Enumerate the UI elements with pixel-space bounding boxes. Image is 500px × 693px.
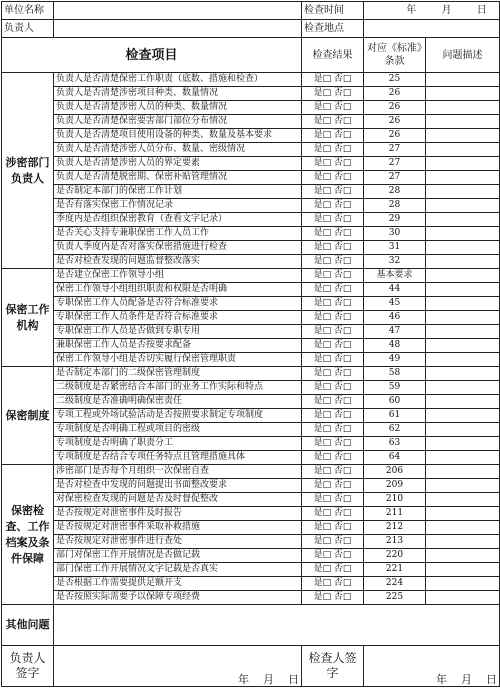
check-item: 是否对检查发现的问题监督整改落实 <box>54 255 302 269</box>
sign-left-field[interactable] <box>54 646 302 687</box>
result-checkbox[interactable]: 是□ 否□ <box>302 507 364 521</box>
clause-number: 60 <box>364 395 426 409</box>
check-item: 负责人是否清楚涉密人员的种类、数量情况 <box>54 101 302 115</box>
result-checkbox[interactable]: 是□ 否□ <box>302 535 364 549</box>
column-item: 检查项目 <box>2 38 302 73</box>
problem-description[interactable] <box>426 437 500 451</box>
sign-right-field[interactable] <box>364 646 500 687</box>
check-item: 专项制度是否明确工程或项目的密级 <box>54 423 302 437</box>
result-checkbox[interactable]: 是□ 否□ <box>302 87 364 101</box>
problem-description[interactable] <box>426 241 500 255</box>
clause-number: 63 <box>364 437 426 451</box>
clause-number: 基本要求 <box>364 269 426 283</box>
unit-value[interactable] <box>54 2 302 20</box>
sign-left-month: 月 <box>263 673 274 686</box>
problem-description[interactable] <box>426 227 500 241</box>
result-checkbox[interactable]: 是□ 否□ <box>302 325 364 339</box>
check-item: 负责人季度内是否对落实保密措施进行检查 <box>54 241 302 255</box>
result-checkbox[interactable]: 是□ 否□ <box>302 157 364 171</box>
clause-number: 211 <box>364 507 426 521</box>
clause-number: 26 <box>364 101 426 115</box>
problem-description[interactable] <box>426 115 500 129</box>
check-item: 是否有落实保密工作情况记录 <box>54 199 302 213</box>
table-row <box>2 283 500 297</box>
table-row <box>2 185 500 199</box>
problem-description[interactable] <box>426 353 500 367</box>
check-item: 专项工程或外场试验活动是否按照要求制定专项制度 <box>54 409 302 423</box>
header-row-2 <box>2 20 500 38</box>
clause-number: 26 <box>364 129 426 143</box>
problem-description[interactable] <box>426 367 500 381</box>
clause-number: 64 <box>364 451 426 465</box>
section-category: 保密工作机构 <box>2 269 54 367</box>
result-checkbox[interactable]: 是□ 否□ <box>302 493 364 507</box>
problem-description[interactable] <box>426 465 500 479</box>
check-item: 负责人是否清楚涉密人员分布、数量、密级情况 <box>54 143 302 157</box>
unit-label: 单位名称 <box>2 2 54 20</box>
problem-description[interactable] <box>426 535 500 549</box>
clause-number: 209 <box>364 479 426 493</box>
sign-left-year: 年 <box>238 673 249 686</box>
problem-description[interactable] <box>426 73 500 87</box>
result-checkbox[interactable]: 是□ 否□ <box>302 73 364 87</box>
problem-description[interactable] <box>426 297 500 311</box>
clause-number: 26 <box>364 115 426 129</box>
clause-number: 224 <box>364 577 426 591</box>
other-problems-row <box>2 605 500 646</box>
table-row <box>2 521 500 535</box>
result-checkbox[interactable]: 是□ 否□ <box>302 381 364 395</box>
problem-description[interactable] <box>426 577 500 591</box>
table-row <box>2 339 500 353</box>
result-checkbox[interactable]: 是□ 否□ <box>302 227 364 241</box>
table-row <box>2 395 500 409</box>
problem-description[interactable] <box>426 591 500 605</box>
sign-right-month: 月 <box>461 673 472 686</box>
clause-number: 61 <box>364 409 426 423</box>
table-row <box>2 157 500 171</box>
column-clause: 对应《标准》条款 <box>364 38 426 73</box>
table-row <box>2 353 500 367</box>
check-item: 专职保密工作人员是否做到专职专用 <box>54 325 302 339</box>
problem-description[interactable] <box>426 101 500 115</box>
place-label: 检查地点 <box>302 20 364 38</box>
check-item: 负责人是否清楚项目使用设备的种类、数量及基本要求 <box>54 129 302 143</box>
date-year: 年 <box>406 5 417 16</box>
result-checkbox[interactable]: 是□ 否□ <box>302 479 364 493</box>
time-label: 检查时间 <box>302 2 364 20</box>
check-item: 专项制度是否结合专项任务特点且管理措施具体 <box>54 451 302 465</box>
clause-number: 46 <box>364 311 426 325</box>
clause-number: 25 <box>364 73 426 87</box>
table-row <box>2 549 500 563</box>
other-label: 其他问题 <box>2 605 54 646</box>
table-row <box>2 507 500 521</box>
clause-number: 48 <box>364 339 426 353</box>
clause-number: 62 <box>364 423 426 437</box>
column-header-row <box>2 38 500 73</box>
sign-left-day: 日 <box>288 673 299 686</box>
result-checkbox[interactable]: 是□ 否□ <box>302 521 364 535</box>
table-row <box>2 199 500 213</box>
result-checkbox[interactable]: 是□ 否□ <box>302 423 364 437</box>
result-checkbox[interactable]: 是□ 否□ <box>302 577 364 591</box>
person-value[interactable] <box>54 20 302 38</box>
result-checkbox[interactable]: 是□ 否□ <box>302 451 364 465</box>
result-checkbox[interactable]: 是□ 否□ <box>302 283 364 297</box>
table-row <box>2 563 500 577</box>
problem-description[interactable] <box>426 381 500 395</box>
clause-number: 27 <box>364 157 426 171</box>
check-item: 二级制度是否紧密结合本部门的业务工作实际和特点 <box>54 381 302 395</box>
clause-number: 47 <box>364 325 426 339</box>
problem-description[interactable] <box>426 479 500 493</box>
check-item: 是否根据工作需要提供足额开支 <box>54 577 302 591</box>
check-item: 负责人是否清楚保密要害部门部位分布情况 <box>54 115 302 129</box>
column-problem: 问题描述 <box>426 38 500 73</box>
check-item: 专职保密工作人员配备是否符合标准要求 <box>54 297 302 311</box>
sign-right-day: 日 <box>486 673 497 686</box>
problem-description[interactable] <box>426 311 500 325</box>
problem-description[interactable] <box>426 325 500 339</box>
check-item: 是否按规定对泄密事件及时报告 <box>54 507 302 521</box>
clause-number: 28 <box>364 199 426 213</box>
check-item: 负责人是否清楚脱密期、保密补贴管理情况 <box>54 171 302 185</box>
table-row <box>2 129 500 143</box>
other-problems-field[interactable] <box>54 605 500 646</box>
problem-description[interactable] <box>426 129 500 143</box>
check-item: 二级制度是否准确明确保密责任 <box>54 395 302 409</box>
result-checkbox[interactable]: 是□ 否□ <box>302 437 364 451</box>
sign-right-year: 年 <box>436 673 447 686</box>
result-checkbox[interactable]: 是□ 否□ <box>302 311 364 325</box>
result-checkbox[interactable]: 是□ 否□ <box>302 367 364 381</box>
problem-description[interactable] <box>426 157 500 171</box>
result-checkbox[interactable]: 是□ 否□ <box>302 255 364 269</box>
result-checkbox[interactable]: 是□ 否□ <box>302 115 364 129</box>
table-row <box>2 269 500 283</box>
clause-number: 221 <box>364 563 426 577</box>
result-checkbox[interactable]: 是□ 否□ <box>302 185 364 199</box>
table-row <box>2 297 500 311</box>
table-row <box>2 171 500 185</box>
result-checkbox[interactable]: 是□ 否□ <box>302 171 364 185</box>
header-row-1 <box>2 2 500 20</box>
table-row <box>2 479 500 493</box>
clause-number: 59 <box>364 381 426 395</box>
problem-description[interactable] <box>426 213 500 227</box>
check-item: 部门对保密工作开展情况是否做记载 <box>54 549 302 563</box>
table-row <box>2 465 500 479</box>
table-row <box>2 451 500 465</box>
result-checkbox[interactable]: 是□ 否□ <box>302 563 364 577</box>
signature-row <box>2 646 500 687</box>
table-row <box>2 423 500 437</box>
problem-description[interactable] <box>426 549 500 563</box>
clause-number: 58 <box>364 367 426 381</box>
clause-number: 30 <box>364 227 426 241</box>
check-item: 是否制定本部门的保密工作计划 <box>54 185 302 199</box>
clause-number: 220 <box>364 549 426 563</box>
sign-left-label: 负责人签字 <box>2 646 54 687</box>
problem-description[interactable] <box>426 493 500 507</box>
problem-description[interactable] <box>426 255 500 269</box>
clause-number: 28 <box>364 185 426 199</box>
result-checkbox[interactable]: 是□ 否□ <box>302 269 364 283</box>
problem-description[interactable] <box>426 563 500 577</box>
table-row <box>2 591 500 605</box>
result-checkbox[interactable]: 是□ 否□ <box>302 129 364 143</box>
result-checkbox[interactable]: 是□ 否□ <box>302 241 364 255</box>
check-item: 是否按规定对泄密事件采取补救措施 <box>54 521 302 535</box>
section-category: 保密制度 <box>2 367 54 465</box>
result-checkbox[interactable]: 是□ 否□ <box>302 591 364 605</box>
check-item: 是否制定本部门的二级保密管理制度 <box>54 367 302 381</box>
check-item: 是否按规定对泄密事件进行查处 <box>54 535 302 549</box>
clause-number: 49 <box>364 353 426 367</box>
check-item: 是否对检查中发现的问题提出书面整改要求 <box>54 479 302 493</box>
table-row <box>2 409 500 423</box>
check-item: 专项制度是否明确了职责分工 <box>54 437 302 451</box>
person-label: 负责人 <box>2 20 54 38</box>
check-item: 部门保密工作开展情况文字记载是否真实 <box>54 563 302 577</box>
table-row <box>2 101 500 115</box>
clause-number: 44 <box>364 283 426 297</box>
result-checkbox[interactable]: 是□ 否□ <box>302 143 364 157</box>
clause-number: 32 <box>364 255 426 269</box>
problem-description[interactable] <box>426 395 500 409</box>
problem-description[interactable] <box>426 143 500 157</box>
check-item: 是否关心支持专兼职保密工作人员工作 <box>54 227 302 241</box>
check-item: 对保密检查发现的问题是否及时督促整改 <box>54 493 302 507</box>
problem-description[interactable] <box>426 409 500 423</box>
check-item: 保密工作领导小组是否切实履行保密管理职责 <box>54 353 302 367</box>
check-item: 专职保密工作人员条件是否符合标准要求 <box>54 311 302 325</box>
result-checkbox[interactable]: 是□ 否□ <box>302 549 364 563</box>
result-checkbox[interactable]: 是□ 否□ <box>302 409 364 423</box>
table-row <box>2 115 500 129</box>
clause-number: 206 <box>364 465 426 479</box>
table-row <box>2 87 500 101</box>
check-item: 保密工作领导小组组织职责和权限是否明确 <box>54 283 302 297</box>
date-day: 日 <box>476 5 487 16</box>
clause-number: 225 <box>364 591 426 605</box>
table-row <box>2 73 500 87</box>
clause-number: 45 <box>364 297 426 311</box>
check-item: 兼职保密工作人员是否按要求配备 <box>54 339 302 353</box>
problem-description[interactable] <box>426 269 500 283</box>
table-row <box>2 255 500 269</box>
table-row <box>2 213 500 227</box>
table-row <box>2 143 500 157</box>
table-row <box>2 437 500 451</box>
clause-number: 27 <box>364 171 426 185</box>
table-row <box>2 227 500 241</box>
clause-number: 26 <box>364 87 426 101</box>
result-checkbox[interactable]: 是□ 否□ <box>302 101 364 115</box>
result-checkbox[interactable]: 是□ 否□ <box>302 297 364 311</box>
check-item: 是否按照实际需要予以保障专项经费 <box>54 591 302 605</box>
section-category: 保密检查、工作档案及条件保障 <box>2 465 54 605</box>
result-checkbox[interactable]: 是□ 否□ <box>302 395 364 409</box>
table-row <box>2 241 500 255</box>
problem-description[interactable] <box>426 423 500 437</box>
problem-description[interactable] <box>426 87 500 101</box>
problem-description[interactable] <box>426 521 500 535</box>
table-row <box>2 493 500 507</box>
check-item: 负责人是否清楚涉密项目种类、数量情况 <box>54 87 302 101</box>
result-checkbox[interactable]: 是□ 否□ <box>302 465 364 479</box>
result-checkbox[interactable]: 是□ 否□ <box>302 213 364 227</box>
place-value[interactable] <box>364 20 500 38</box>
table-row <box>2 535 500 549</box>
inspection-form <box>1 1 500 687</box>
check-item: 是否建立保密工作领导小组 <box>54 269 302 283</box>
problem-description[interactable] <box>426 185 500 199</box>
check-item: 季度内是否组织保密教育（查看文字记录） <box>54 213 302 227</box>
table-row <box>2 577 500 591</box>
table-row <box>2 311 500 325</box>
sign-right-label: 检查人签字 <box>302 646 364 687</box>
check-item: 负责人是否清楚涉密人员的界定要素 <box>54 157 302 171</box>
problem-description[interactable] <box>426 451 500 465</box>
check-item: 负责人是否清楚保密工作职责（底数、措施和检查） <box>54 73 302 87</box>
problem-description[interactable] <box>426 507 500 521</box>
clause-number: 210 <box>364 493 426 507</box>
section-category: 涉密部门负责人 <box>2 73 54 269</box>
column-result: 检查结果 <box>302 38 364 73</box>
clause-number: 212 <box>364 521 426 535</box>
result-checkbox[interactable]: 是□ 否□ <box>302 353 364 367</box>
table-row <box>2 325 500 339</box>
problem-description[interactable] <box>426 339 500 353</box>
problem-description[interactable] <box>426 283 500 297</box>
table-row <box>2 381 500 395</box>
result-checkbox[interactable]: 是□ 否□ <box>302 199 364 213</box>
clause-number: 213 <box>364 535 426 549</box>
date-month: 月 <box>441 5 452 16</box>
problem-description[interactable] <box>426 171 500 185</box>
problem-description[interactable] <box>426 199 500 213</box>
check-item: 涉密部门是否每个月组织一次保密自查 <box>54 465 302 479</box>
clause-number: 27 <box>364 143 426 157</box>
result-checkbox[interactable]: 是□ 否□ <box>302 339 364 353</box>
time-value[interactable] <box>364 2 500 20</box>
clause-number: 29 <box>364 213 426 227</box>
clause-number: 31 <box>364 241 426 255</box>
table-row <box>2 367 500 381</box>
